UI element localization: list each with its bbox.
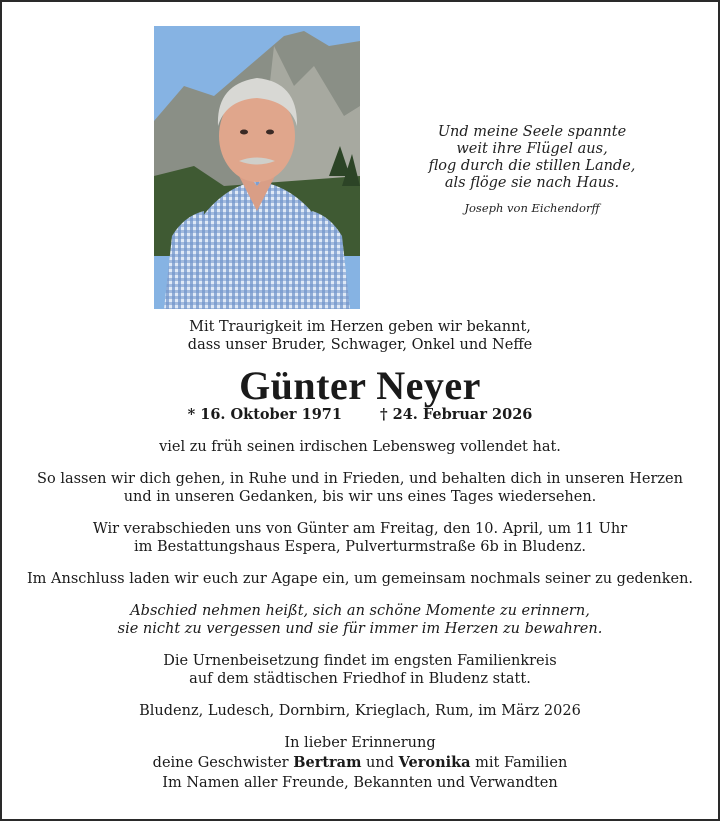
passed-line: viel zu früh seinen irdischen Lebensweg vollendet hat. — [159, 439, 561, 455]
obituary-text — [2, 318, 718, 792]
deceased-name: Günter Neyer — [239, 363, 481, 408]
poem-line: als flöge sie nach Haus. — [444, 175, 620, 191]
urn-line: Die Urnenbeisetzung findet im engsten Familienkreis — [163, 653, 557, 669]
poem-quote — [402, 124, 662, 217]
poem-line: flog durch die stillen Lande, — [428, 158, 636, 174]
life-dates — [2, 406, 718, 424]
farewell-line: Wir verabschieden uns von Günter am Freitag, den 10. April, um 11 Uhr — [92, 521, 628, 537]
intro-line: dass unser Bruder, Schwager, Onkel und Neffe — [187, 337, 533, 353]
place-date: Bludenz, Ludesch, Dornbirn, Krieglach, Rum, im März 2026 — [139, 703, 581, 719]
poem-author: Joseph von Eichendorff — [464, 201, 600, 215]
saying-line: Abschied nehmen heißt, sich an schöne Momente zu erinnern, — [130, 603, 590, 619]
siblings-suffix: mit Familien — [475, 755, 568, 771]
agape-line: Im Anschluss laden wir euch zur Agape ein, um gemeinsam nochmals seiner zu gedenken. — [26, 571, 694, 587]
closing-line: In lieber Erinnerung — [284, 735, 436, 751]
siblings-prefix: deine Geschwister — [152, 755, 289, 771]
closing-line: Im Namen aller Freunde, Bekannten und Verwandten — [162, 775, 558, 791]
death-date: † 24. Februar 2026 — [379, 406, 533, 423]
farewell-line: im Bestattungshaus Espera, Pulverturmstraße 6b in Bludenz. — [133, 539, 587, 555]
saying-line: sie nicht zu vergessen und sie für immer im Herzen zu bewahren. — [117, 621, 603, 637]
let-go-line: So lassen wir dich gehen, in Ruhe und in Frieden, und behalten dich in unseren Herzen — [37, 471, 683, 487]
intro-line: Mit Traurigkeit im Herzen geben wir bekannt, — [189, 319, 531, 335]
and-word: und — [366, 755, 394, 771]
let-go-line: und in unseren Gedanken, bis wir uns eines Tages wiedersehen. — [123, 489, 597, 505]
poem-line: weit ihre Flügel aus, — [456, 141, 608, 157]
sibling-name: Bertram — [293, 754, 362, 771]
birth-date: * 16. Oktober 1971 — [187, 406, 342, 423]
poem-line: Und meine Seele spannte — [437, 124, 627, 140]
urn-line: auf dem städtischen Friedhof in Bludenz statt. — [189, 671, 531, 687]
siblings-line — [2, 754, 718, 772]
portrait-photo — [154, 26, 360, 309]
sibling-name: Veronika — [398, 754, 471, 771]
